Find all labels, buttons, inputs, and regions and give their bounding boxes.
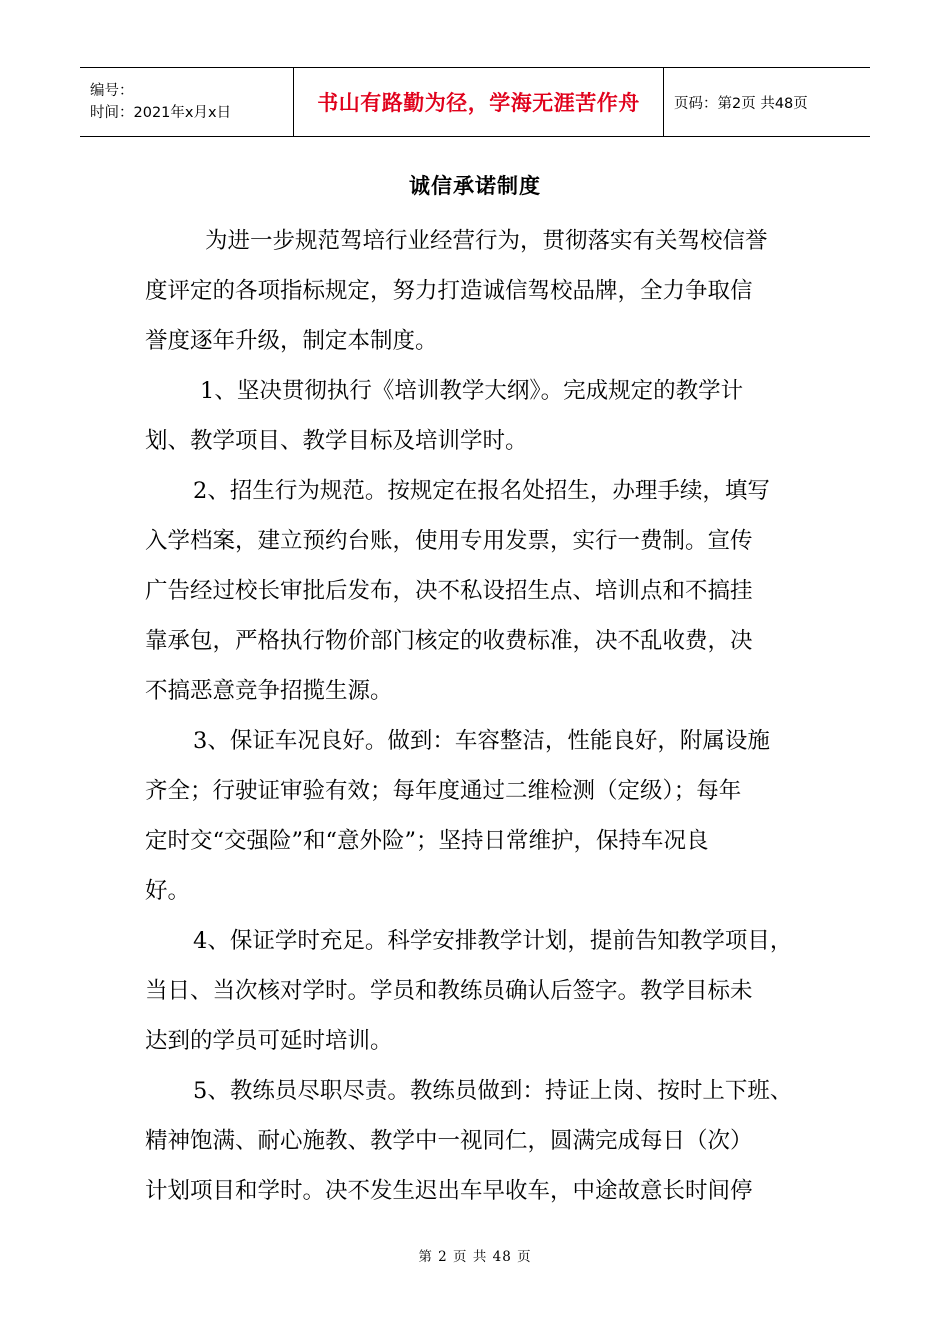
motto-text: 书山有路勤为径，学海无涯苦作舟 [317,91,640,115]
document-date-label: 时间：2021年x月x日 [90,105,232,121]
header-page-info [664,68,870,136]
body-line: 达到的学员可延时培训。 [145,1028,393,1054]
body-line: 不搞恶意竞争招揽生源。 [145,678,393,704]
page-info-text: 页码：第2页 共48页 [674,95,808,112]
body-line: 1、坚决贯彻执行《培训教学大纲》。完成规定的教学计 [200,378,744,404]
body-line: 3、保证车况良好。做到：车容整洁，性能良好，附属设施 [193,728,770,754]
page-header [80,67,870,137]
header-meta [80,68,293,136]
body-line: 广告经过校长审批后发布，决不私设招生点、培训点和不搞挂 [145,578,753,604]
body-line: 好。 [145,878,191,904]
document-body [145,216,815,1216]
body-line: 定时交“交强险”和“意外险”；坚持日常维护，保持车况良 [145,828,709,854]
body-line: 2、招生行为规范。按规定在报名处招生，办理手续，填写 [193,478,770,504]
body-line: 靠承包，严格执行物价部门核定的收费标准，决不乱收费，决 [145,628,753,654]
body-line: 5、教练员尽职尽责。教练员做到：持证上岗、按时上下班、 [193,1078,793,1104]
body-line: 划、教学项目、教学目标及培训学时。 [145,428,528,454]
document-number-label: 编号： [90,83,134,99]
body-line: 计划项目和学时。决不发生迟出车早收车，中途故意长时间停 [145,1178,753,1204]
body-line: 精神饱满、耐心施教、教学中一视同仁，圆满完成每日（次） [145,1128,753,1154]
body-line: 为进一步规范驾培行业经营行为，贯彻落实有关驾校信誉 [205,228,768,254]
body-line: 齐全；行驶证审验有效；每年度通过二维检测（定级）；每年 [145,778,742,804]
document-title: 诚信承诺制度 [409,173,541,198]
body-line: 誉度逐年升级，制定本制度。 [145,328,438,354]
body-line: 4、保证学时充足。科学安排教学计划，提前告知教学项目， [193,928,793,954]
body-line: 当日、当次核对学时。学员和教练员确认后签字。教学目标未 [145,978,753,1004]
header-motto [293,68,664,136]
body-line: 度评定的各项指标规定，努力打造诚信驾校品牌，全力争取信 [145,278,753,304]
page-footer: 第 2 页 共 48 页 [418,1249,532,1265]
body-line: 入学档案，建立预约台账，使用专用发票，实行一费制。宣传 [145,528,753,554]
